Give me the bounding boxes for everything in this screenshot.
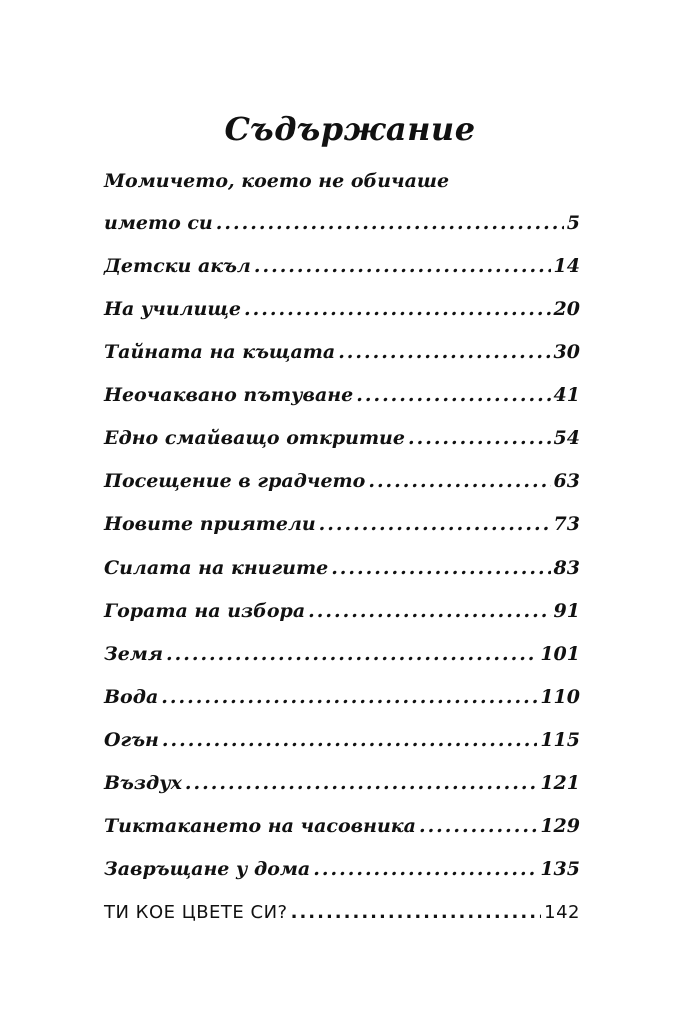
toc-entry [104, 600, 580, 630]
toc-entry [104, 729, 580, 759]
toc-entry-label: ТИ КОЕ ЦВЕТЕ СИ? [104, 902, 288, 923]
toc-entry [104, 341, 580, 371]
toc-leader-dots [331, 557, 550, 579]
toc-entry-label: На училище [104, 298, 241, 320]
toc-entry-label: Вода [104, 686, 159, 708]
toc-leader-dots [338, 341, 550, 363]
toc-leader-dots [313, 858, 537, 880]
toc-entry-line1 [104, 170, 580, 200]
toc-entry-label: Момичето, което не обичаше [104, 170, 450, 192]
toc-entry [104, 858, 580, 888]
toc-entry [104, 815, 580, 845]
toc-page-number: 30 [553, 341, 580, 363]
toc-entry [104, 686, 580, 716]
toc-page-number: 83 [553, 557, 580, 579]
toc-entry [104, 470, 580, 500]
toc-entry [104, 902, 580, 932]
toc-page-number: 41 [553, 384, 580, 406]
toc-entry [104, 255, 580, 285]
toc-leader-dots [368, 470, 550, 492]
toc-entry [104, 643, 580, 673]
toc-entry-label: Едно смайващо откритие [104, 427, 405, 449]
toc-page-number: 63 [553, 470, 580, 492]
toc-entry-label: Тиктакането на часовника [104, 815, 416, 837]
toc-entry [104, 427, 580, 457]
toc-page-number: 135 [540, 858, 580, 880]
toc-leader-dots [185, 772, 537, 794]
toc-leader-dots [254, 255, 551, 277]
toc-leader-dots [356, 384, 550, 406]
toc-entry-label: Земя [104, 643, 163, 665]
toc-leader-dots [408, 427, 551, 449]
toc-entry-label: Силата на книгите [104, 557, 329, 579]
toc-page-number: 20 [553, 298, 580, 320]
toc-entry-label: Огън [104, 729, 159, 751]
toc-entry-label: Детски акъл [104, 255, 251, 277]
toc-leader-dots [161, 686, 537, 708]
toc-entry-label: Неочаквано пътуване [104, 384, 354, 406]
toc-page-number: 101 [540, 643, 580, 665]
toc-entry [104, 384, 580, 414]
toc-leader-dots [291, 902, 542, 923]
toc-entry [104, 513, 580, 543]
toc-entry-label: Посещение в градчето [104, 470, 366, 492]
toc-leader-dots [419, 815, 537, 837]
toc-leader-dots [244, 298, 551, 320]
page-title: Съдържание [224, 110, 476, 148]
toc-page-number: 14 [553, 255, 580, 277]
toc-page-number: 129 [540, 815, 580, 837]
toc-entry [104, 772, 580, 802]
toc-entry [104, 298, 580, 328]
toc-leader-dots [166, 643, 537, 665]
toc-page-number: 5 [566, 212, 580, 234]
toc-leader-dots [308, 600, 550, 622]
toc-entry-label: Завръщане у дома [104, 858, 311, 880]
toc-page-number: 115 [540, 729, 580, 751]
toc-page-number: 110 [540, 686, 580, 708]
toc-page-number: 73 [553, 513, 580, 535]
toc-leader-dots [216, 212, 564, 234]
toc-entry [104, 212, 580, 242]
toc-page-number: 54 [553, 427, 580, 449]
toc-page-number: 121 [540, 772, 580, 794]
toc-leader-dots [162, 729, 537, 751]
toc-entry-label: Новите приятели [104, 513, 316, 535]
toc-entry-label: Тайната на къщата [104, 341, 336, 363]
toc-page-number: 142 [544, 902, 580, 923]
toc-entry [104, 557, 580, 587]
toc-leader-dots [319, 513, 551, 535]
toc-entry-label: името си [104, 212, 213, 234]
toc-entry-label: Гората на избора [104, 600, 306, 622]
toc-page-number: 91 [553, 600, 580, 622]
toc-entry-label: Въздух [104, 772, 182, 794]
